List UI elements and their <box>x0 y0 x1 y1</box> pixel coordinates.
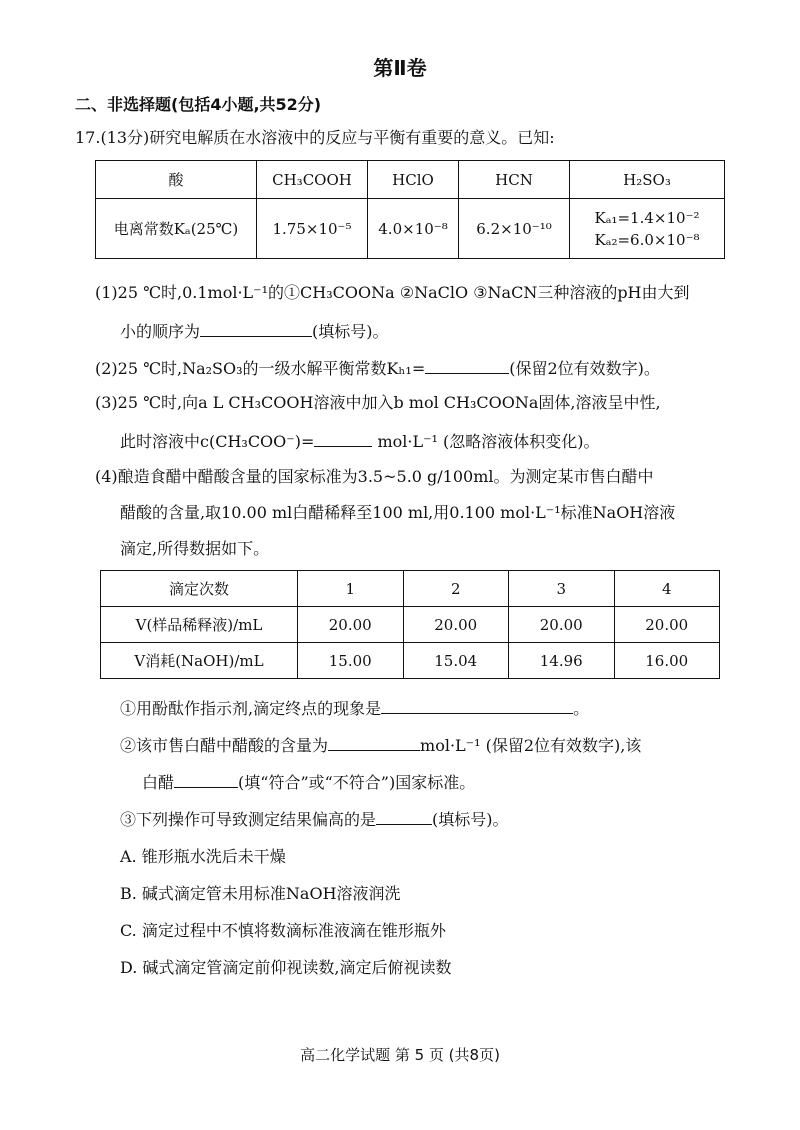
table1-value-hcn: 6.2×10⁻¹⁰ <box>459 199 570 259</box>
part1-line2b: (填标号)。 <box>312 322 389 341</box>
subq1-a: ①用酚酞作指示剂,滴定终点的现象是 <box>120 699 382 718</box>
option-a: A. 锥形瓶水洗后未干燥 <box>120 847 286 866</box>
subq1-b: 。 <box>573 699 590 718</box>
subq2-a: ②该市售白醋中醋酸的含量为 <box>120 736 329 755</box>
subq2-line1 <box>120 734 641 756</box>
table2-row2-cell: 14.96 <box>509 643 615 679</box>
answer-blank-1[interactable] <box>200 320 312 337</box>
subq2-d: (填“符合”或“不符合”)国家标准。 <box>238 773 476 792</box>
part3-line2 <box>120 430 600 452</box>
part4-line3: 滴定,所得数据如下。 <box>120 539 270 558</box>
table2-header-4: 4 <box>614 571 720 607</box>
table1-value-hclo: 4.0×10⁻⁸ <box>368 199 459 259</box>
page-title: 第Ⅱ卷 <box>373 56 427 80</box>
part2-b: (保留2位有效数字)。 <box>509 359 660 378</box>
answer-blank-4[interactable] <box>381 697 573 714</box>
table2-header-2: 2 <box>403 571 509 607</box>
table1-ka1: Kₐ₁=1.4×10⁻² <box>594 208 700 227</box>
subq2-b: mol·L⁻¹ (保留2位有效数字),该 <box>420 736 642 755</box>
table2-row2-cell: 15.04 <box>403 643 509 679</box>
part4-line1: (4)酿造食醋中醋酸含量的国家标准为3.5~5.0 g/100ml。为测定某市售白醋中 <box>95 467 654 486</box>
table2-header-3: 3 <box>509 571 615 607</box>
table2-row1-cell: 20.00 <box>509 607 615 643</box>
table2-row1-cell: 20.00 <box>614 607 720 643</box>
answer-blank-2[interactable] <box>425 357 509 374</box>
section-heading: 二、非选择题(包括4小题,共52分) <box>75 95 322 114</box>
answer-blank-6[interactable] <box>174 771 238 788</box>
table2-row2-cell: 15.00 <box>298 643 404 679</box>
answer-blank-3[interactable] <box>314 430 372 447</box>
subq2-c: 白醋 <box>142 773 175 792</box>
table1-value-ch3cooh: 1.75×10⁻⁵ <box>257 199 368 259</box>
table1-row-label: 电离常数Kₐ(25℃) <box>96 199 257 259</box>
table1-ka2: Kₐ₂=6.0×10⁻⁸ <box>594 230 700 249</box>
subq3-b: (填标号)。 <box>432 810 509 829</box>
table2-row1-label: V(样品稀释液)/mL <box>101 607 298 643</box>
table1-value-h2so3 <box>570 199 725 259</box>
part1-line2a: 小的顺序为 <box>120 322 201 341</box>
option-c: C. 滴定过程中不慎将数滴标准液滴在锥形瓶外 <box>120 921 446 940</box>
answer-blank-5[interactable] <box>328 734 420 751</box>
table2-header-1: 1 <box>298 571 404 607</box>
subq3-line <box>120 808 509 830</box>
subq3-a: ③下列操作可导致测定结果偏高的是 <box>120 810 377 829</box>
part3-line1: (3)25 ℃时,向a L CH₃COOH溶液中加入b mol CH₃COONa固体,溶液呈中性, <box>95 393 661 412</box>
part1-line2 <box>120 320 389 342</box>
titration-data-table <box>100 570 720 679</box>
table1-header-acid: 酸 <box>96 161 257 199</box>
part1-line1: (1)25 ℃时,0.1mol·L⁻¹的①CH₃COONa ②NaClO ③NaCN三种溶液的pH由大到 <box>95 283 690 302</box>
subq2-line2 <box>142 771 475 793</box>
table1-header-ch3cooh: CH₃COOH <box>257 161 368 199</box>
table2-row2-label: V消耗(NaOH)/mL <box>101 643 298 679</box>
part2-a: (2)25 ℃时,Na₂SO₃的一级水解平衡常数Kₕ₁= <box>95 359 426 378</box>
part3-line2a: 此时溶液中c(CH₃COO⁻)= <box>120 432 315 451</box>
option-b: B. 碱式滴定管未用标准NaOH溶液润洗 <box>120 884 401 903</box>
table1-header-h2so3: H₂SO₃ <box>570 161 725 199</box>
question-17-heading: 17.(13分)研究电解质在水溶液中的反应与平衡有重要的意义。已知: <box>75 128 555 147</box>
table1-header-hcn: HCN <box>459 161 570 199</box>
part3-line2b: mol·L⁻¹ (忽略溶液体积变化)。 <box>372 432 600 451</box>
page-footer: 高二化学试题 第 5 页 (共8页) <box>300 1046 500 1064</box>
part4-line2: 醋酸的含量,取10.00 ml白醋稀释至100 ml,用0.100 mol·L⁻¹标准NaOH溶液 <box>120 503 676 522</box>
table2-row1-cell: 20.00 <box>403 607 509 643</box>
part2-line <box>95 357 660 379</box>
answer-blank-7[interactable] <box>376 808 432 825</box>
ionization-constant-table <box>95 160 725 259</box>
table2-row2-cell: 16.00 <box>614 643 720 679</box>
subq1-line <box>120 697 589 719</box>
table2-header-0: 滴定次数 <box>101 571 298 607</box>
table1-header-hclo: HClO <box>368 161 459 199</box>
option-d: D. 碱式滴定管滴定前仰视读数,滴定后俯视读数 <box>120 958 452 977</box>
table2-row1-cell: 20.00 <box>298 607 404 643</box>
